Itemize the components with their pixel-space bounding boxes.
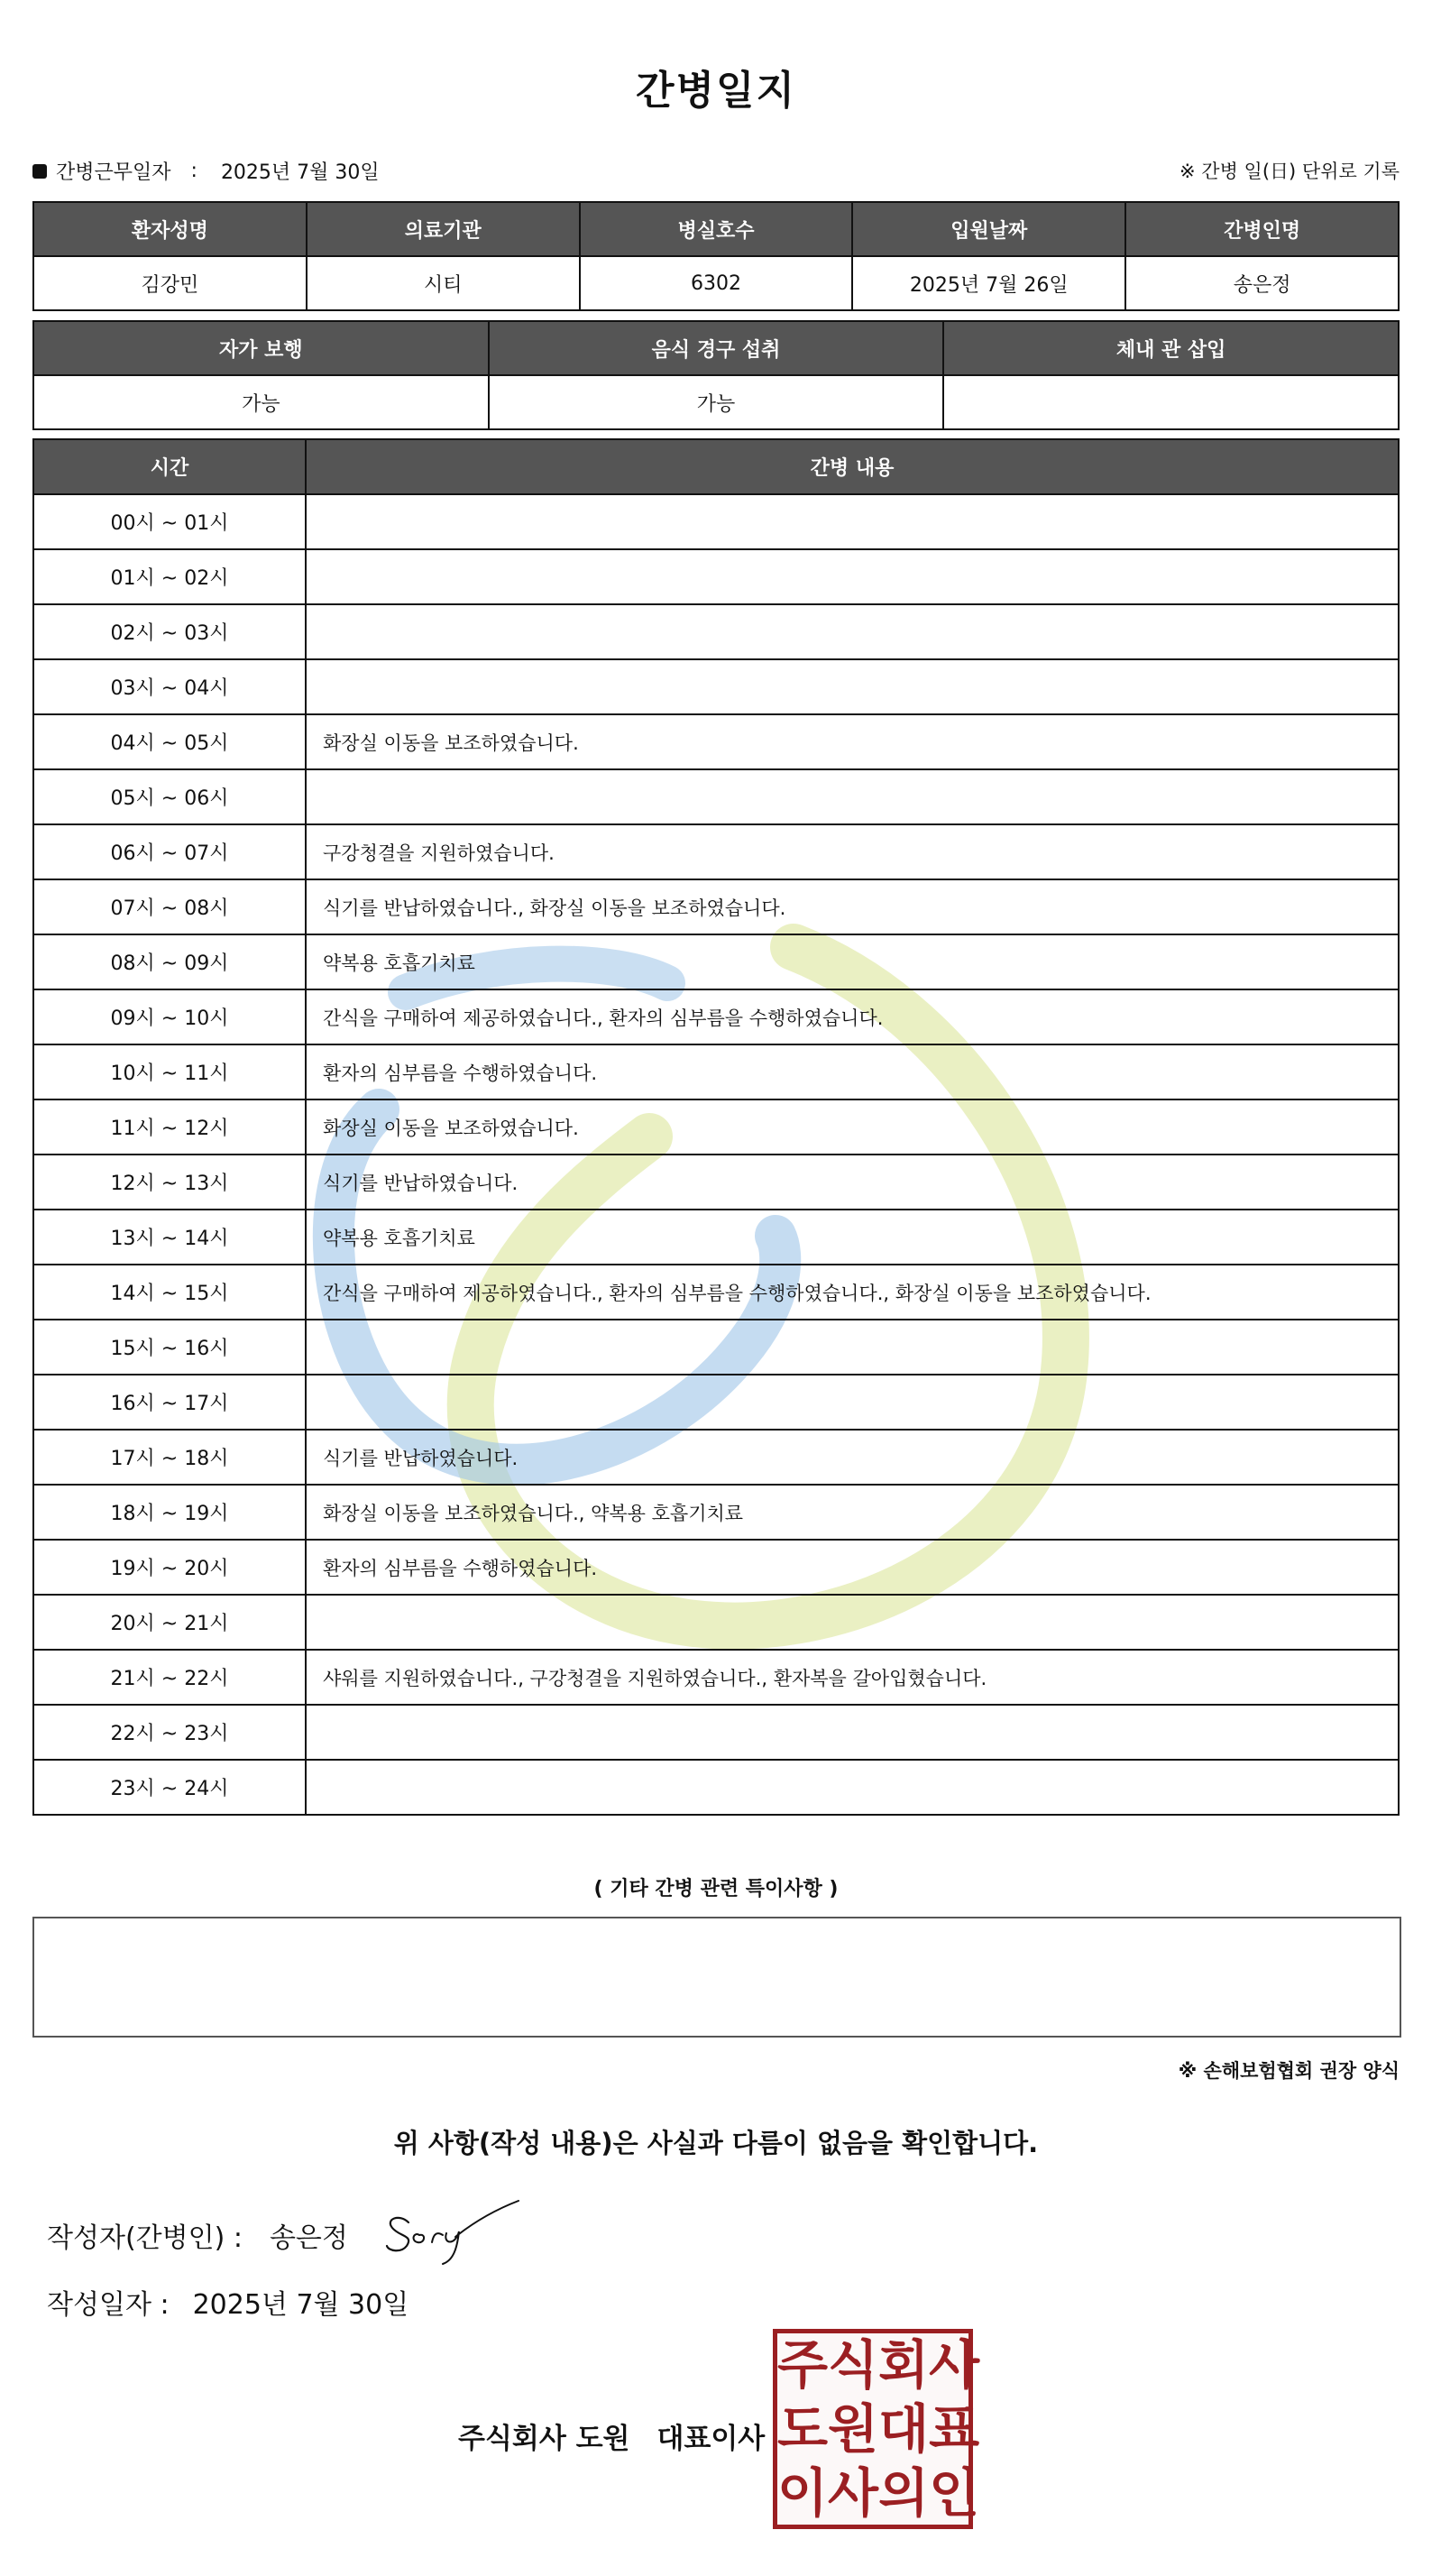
care-content-cell: 환자의 심부름을 수행하였습니다. — [306, 1540, 1399, 1595]
care-content-cell — [306, 1760, 1399, 1815]
company-seal-stamp — [773, 2329, 980, 2529]
table-row — [33, 1650, 1399, 1705]
time-slot: 05시 ~ 06시 — [33, 769, 306, 824]
table-row — [33, 1044, 1399, 1099]
header-room-number: 병실호수 — [580, 202, 853, 256]
company-name: 주식회사 도원 — [458, 2423, 630, 2455]
caregiver-name: 송은정 — [1125, 256, 1399, 310]
time-slot: 16시 ~ 17시 — [33, 1375, 306, 1430]
work-date-value: 2025년 7월 30일 — [220, 161, 380, 184]
patient-info-table — [32, 201, 1400, 311]
admission-date: 2025년 7월 26일 — [852, 256, 1125, 310]
header-caregiver-name: 간병인명 — [1125, 202, 1399, 256]
care-content-cell: 화장실 이동을 보조하였습니다., 약복용 호흡기치료 — [306, 1485, 1399, 1540]
header-tube-insertion: 체내 관 삽입 — [943, 321, 1399, 375]
time-slot: 03시 ~ 04시 — [33, 659, 306, 714]
written-date-row — [47, 2282, 408, 2322]
recommendation-note: ※ 손해보험협회 권장 양식 — [1178, 2060, 1400, 2082]
header-admission-date: 입원날짜 — [852, 202, 1125, 256]
time-slot: 08시 ~ 09시 — [33, 934, 306, 989]
care-content-cell — [306, 659, 1399, 714]
walking-value: 가능 — [33, 375, 489, 429]
table-row — [33, 1540, 1399, 1595]
table-row — [33, 879, 1399, 934]
time-slot: 01시 ~ 02시 — [33, 549, 306, 604]
header-oral-intake: 음식 경구 섭취 — [489, 321, 944, 375]
header-walking: 자가 보행 — [33, 321, 489, 375]
time-slot: 11시 ~ 12시 — [33, 1099, 306, 1155]
time-slot: 06시 ~ 07시 — [33, 824, 306, 879]
work-date-label: 간병근무일자 — [56, 161, 171, 184]
hospital-name: 시티 — [307, 256, 580, 310]
table-row — [33, 989, 1399, 1044]
time-slot: 12시 ~ 13시 — [33, 1155, 306, 1210]
table-row — [33, 1760, 1399, 1815]
seal-lettering: 주 식 회 사 도 원 대 표 이 사 의 인 — [777, 2334, 980, 2524]
table-row — [33, 549, 1399, 604]
care-content-cell: 간식을 구매하여 제공하였습니다., 환자의 심부름을 수행하였습니다., 화장실 이동을 보조하였습니다. — [306, 1265, 1399, 1320]
table-row — [33, 604, 1399, 659]
log-body — [33, 494, 1399, 1815]
care-content-cell: 구강청결을 지원하였습니다. — [306, 824, 1399, 879]
table-row — [33, 1265, 1399, 1320]
time-slot: 21시 ~ 22시 — [33, 1650, 306, 1705]
time-slot: 14시 ~ 15시 — [33, 1265, 306, 1320]
oral-intake-value: 가능 — [489, 375, 944, 429]
care-content-cell: 약복용 호흡기치료 — [306, 1210, 1399, 1265]
table-row — [33, 494, 1399, 549]
written-date-value: 2025년 7월 30일 — [192, 2289, 409, 2321]
room-number: 6302 — [580, 256, 853, 310]
table-row — [33, 1705, 1399, 1760]
time-slot: 20시 ~ 21시 — [33, 1595, 306, 1650]
care-content-cell — [306, 604, 1399, 659]
table-row — [33, 824, 1399, 879]
care-content-cell: 샤워를 지원하였습니다., 구강청결을 지원하였습니다., 환자복을 갈아입혔습니다. — [306, 1650, 1399, 1705]
time-slot: 13시 ~ 14시 — [33, 1210, 306, 1265]
header-patient-name: 환자성명 — [33, 202, 307, 256]
writer-label: 작성자(간병인) : — [47, 2222, 243, 2254]
tube-insertion-value — [943, 375, 1399, 429]
care-content-cell — [306, 494, 1399, 549]
care-content-cell: 화장실 이동을 보조하였습니다. — [306, 714, 1399, 769]
table-row — [33, 1099, 1399, 1155]
patient-name: 김강민 — [33, 256, 307, 310]
header-hospital: 의료기관 — [307, 202, 580, 256]
time-slot: 15시 ~ 16시 — [33, 1320, 306, 1375]
time-slot: 19시 ~ 20시 — [33, 1540, 306, 1595]
work-date-colon: : — [190, 160, 197, 182]
log-header-row — [33, 439, 1399, 494]
time-slot: 18시 ~ 19시 — [33, 1485, 306, 1540]
care-content-cell: 식기를 반납하였습니다., 화장실 이동을 보조하였습니다. — [306, 879, 1399, 934]
care-content-cell — [306, 1705, 1399, 1760]
table-row — [33, 769, 1399, 824]
care-content-cell: 약복용 호흡기치료 — [306, 934, 1399, 989]
written-date-label: 작성일자 : — [47, 2289, 170, 2321]
time-slot: 23시 ~ 24시 — [33, 1760, 306, 1815]
company-title: 대표이사 — [656, 2423, 766, 2455]
table-row — [33, 714, 1399, 769]
table-row — [33, 934, 1399, 989]
unit-note: ※ 간병 일(日) 단위로 기록 — [1180, 161, 1400, 182]
time-slot: 09시 ~ 10시 — [33, 989, 306, 1044]
care-content-cell — [306, 549, 1399, 604]
care-content-cell — [306, 1320, 1399, 1375]
time-slot: 17시 ~ 18시 — [33, 1430, 306, 1485]
company-line — [458, 2415, 765, 2456]
table-row — [33, 1485, 1399, 1540]
condition-table — [32, 320, 1400, 430]
care-log-table — [32, 438, 1400, 1816]
table-row — [33, 1375, 1399, 1430]
time-slot: 00시 ~ 01시 — [33, 494, 306, 549]
table-row — [33, 1155, 1399, 1210]
document-title: 간병일지 — [635, 68, 796, 114]
care-content-cell: 환자의 심부름을 수행하였습니다. — [306, 1044, 1399, 1099]
care-content-cell: 화장실 이동을 보조하였습니다. — [306, 1099, 1399, 1155]
confirmation-statement: 위 사항(작성 내용)은 사실과 다름이 없음을 확인합니다. — [393, 2128, 1039, 2158]
table-row — [33, 1210, 1399, 1265]
notes-title: ( 기타 간병 관련 특이사항 ) — [593, 1878, 839, 1900]
care-content-cell: 식기를 반납하였습니다. — [306, 1430, 1399, 1485]
bullet-square-icon — [32, 164, 47, 179]
care-content-cell — [306, 1375, 1399, 1430]
time-slot: 02시 ~ 03시 — [33, 604, 306, 659]
table-row — [33, 659, 1399, 714]
header-time: 시간 — [33, 439, 306, 494]
writer-name: 송은정 — [269, 2222, 348, 2254]
table-row — [33, 1430, 1399, 1485]
time-slot: 10시 ~ 11시 — [33, 1044, 306, 1099]
work-date-row — [32, 157, 1400, 189]
condition-value-row — [33, 375, 1399, 429]
time-slot: 07시 ~ 08시 — [33, 879, 306, 934]
condition-header-row — [33, 321, 1399, 375]
table-row — [33, 1595, 1399, 1650]
patient-header-row — [33, 202, 1399, 256]
table-row — [33, 1320, 1399, 1375]
care-content-cell: 간식을 구매하여 제공하였습니다., 환자의 심부름을 수행하였습니다. — [306, 989, 1399, 1044]
patient-value-row — [33, 256, 1399, 310]
writer-row — [47, 2215, 348, 2255]
time-slot: 22시 ~ 23시 — [33, 1705, 306, 1760]
signature-image — [383, 2195, 528, 2268]
notes-box — [32, 1917, 1401, 2038]
care-content-cell — [306, 1595, 1399, 1650]
care-content-cell: 식기를 반납하였습니다. — [306, 1155, 1399, 1210]
header-care-content: 간병 내용 — [306, 439, 1399, 494]
time-slot: 04시 ~ 05시 — [33, 714, 306, 769]
care-content-cell — [306, 769, 1399, 824]
